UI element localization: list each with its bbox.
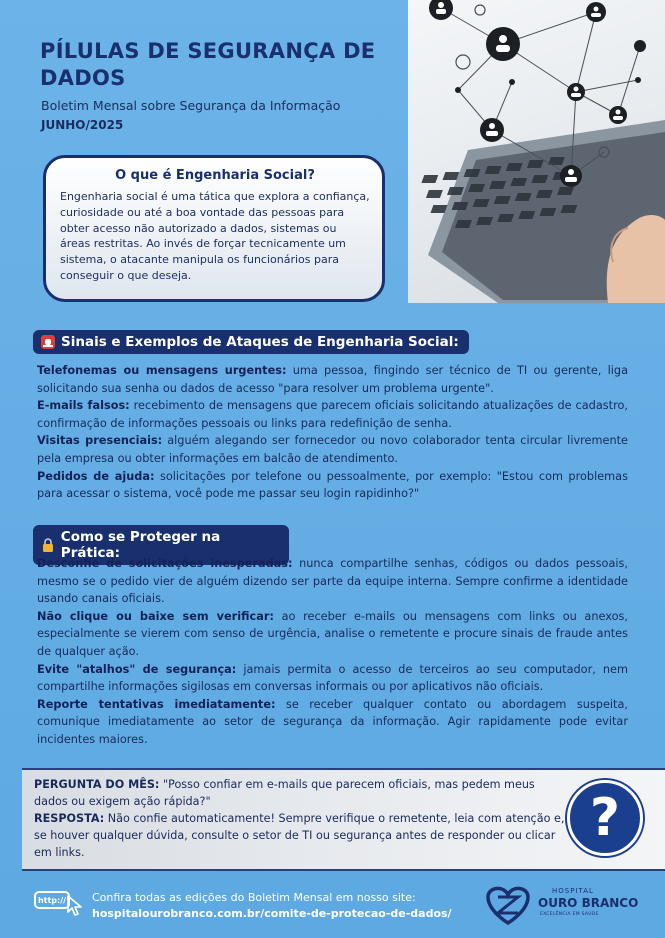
answer-text: Não confie automaticamente! Sempre verifique o remetente, leia com atenção e, se houver qualquer dúvida, consulte o setor de TI ou segurança antes de responder ou clicar em links.: [34, 812, 565, 859]
signs-heading: Sinais e Exemplos de Ataques de Engenharia Social:: [61, 334, 459, 350]
page-title: PÍLULAS DE SEGURANÇA DE DADOS: [40, 39, 376, 90]
item-term: Reporte tentativas imediatamente:: [37, 697, 276, 711]
logo-tagline: EXCELÊNCIA EM SAÚDE: [540, 912, 599, 917]
protect-list: [37, 555, 628, 749]
http-link-icon: [34, 891, 70, 909]
answer-label: RESPOSTA:: [34, 812, 105, 825]
list-item: [37, 661, 628, 696]
definition-title: O que é Engenharia Social?: [115, 168, 315, 183]
question-text: "Posso confiar em e-mails que parecem oficiais, mas pedem meus dados ou exigem ação rápida?": [34, 778, 535, 808]
hero-network-laptop-image: [408, 0, 665, 303]
item-term: Evite "atalhos" de segurança:: [37, 662, 237, 676]
list-item: [37, 432, 628, 467]
list-item: [37, 696, 628, 749]
pointer-cursor-icon: [66, 895, 84, 917]
definition-text: Engenharia social é uma tática que explora a confiança, curiosidade ou até a boa vontade das pessoas para obter acesso não autorizado a dados, sistemas ou áreas restritas. Ao invés de forçar tecnicamente um sistema, o atacante manipula os funcionários para conseguir o que deseja.: [60, 190, 370, 282]
footer-website-link[interactable]: hospitalourobranco.com.br/comite-de-protecao-de-dados/: [92, 907, 452, 920]
item-desc: alguém alegando ser fornecedor ou novo colaborador tenta circular livremente pela empresa ou obter informações em balcão de atendimento.: [37, 434, 628, 465]
list-item: [37, 468, 628, 503]
footer-text: Confira todas as edições do Boletim Mensal em nosso site:: [92, 891, 416, 904]
signs-list: [37, 362, 628, 503]
item-desc: jamais permita o acesso de terceiros ao seu computador, nem compartilhe informações sigilosas em conversas informais ou por aplicativos não oficiais.: [37, 662, 628, 694]
question-mark-glyph: ?: [589, 788, 621, 848]
question-mark-icon: [567, 780, 643, 856]
item-term: E-mails falsos:: [37, 399, 130, 413]
logo-hospital-label: HOSPITAL: [552, 887, 594, 895]
alarm-light-icon: [41, 335, 55, 349]
item-term: Telefonemas ou mensagens urgentes:: [37, 364, 287, 377]
item-term: Não clique ou baixe sem verificar:: [37, 609, 274, 623]
item-desc: nunca compartilhe senhas, códigos ou dados pessoais, mesmo se o pedido vier de alguém dizendo ser parte da equipe interna. Sempre confirme a identidade usando canais oficiais.: [37, 557, 628, 606]
lock-icon: [41, 538, 55, 552]
item-term: Desconfie de solicitações inesperadas:: [37, 557, 293, 570]
issue-date: JUNHO/2025: [41, 118, 124, 132]
item-desc: recebimento de mensagens que parecem oficiais solicitando atualizações de cadastro, confirmação de informações pessoais ou links para redefinição de senha.: [37, 399, 628, 430]
question: [34, 776, 565, 810]
item-desc: solicitações por telefone ou pessoalmente, por exemplo: "Estou com problemas para acessar o sistema, você pode me passar seu login rapidinho?": [37, 469, 628, 501]
item-desc: uma pessoa, fingindo ser técnico de TI ou gerente, liga solicitando sua senha ou dados de acesso "para resolver um problema urgente".: [37, 364, 628, 395]
page-subtitle: Boletim Mensal sobre Segurança da Informação: [41, 98, 341, 113]
list-item: [37, 608, 628, 661]
answer: [34, 810, 565, 861]
question-label: PERGUNTA DO MÊS:: [34, 778, 160, 791]
list-item: [37, 555, 628, 608]
protect-heading: Como se Proteger na Prática:: [60, 529, 221, 561]
definition-card: [43, 155, 385, 302]
list-item: [37, 397, 628, 432]
item-desc: ao receber e-mails ou mensagens com links ou anexos, especialmente se vierem com senso de urgência, analise o remetente e procure sinais de fraude antes de qualquer ação.: [37, 609, 628, 658]
item-desc: se receber qualquer contato ou abordagem suspeita, comunique imediatamente ao setor de segurança da informação. Agir rapidamente pode evitar incidentes maiores.: [37, 697, 628, 746]
logo-name: OURO BRANCO: [538, 896, 639, 910]
network-illustration: [408, 0, 665, 303]
http-label: http://: [37, 895, 67, 905]
footer: [0, 871, 665, 938]
signs-section-header: [33, 330, 469, 354]
question-of-month-bar: [22, 768, 665, 871]
list-item: [37, 362, 628, 397]
item-term: Visitas presenciais:: [37, 434, 163, 448]
item-term: Pedidos de ajuda:: [37, 469, 155, 483]
